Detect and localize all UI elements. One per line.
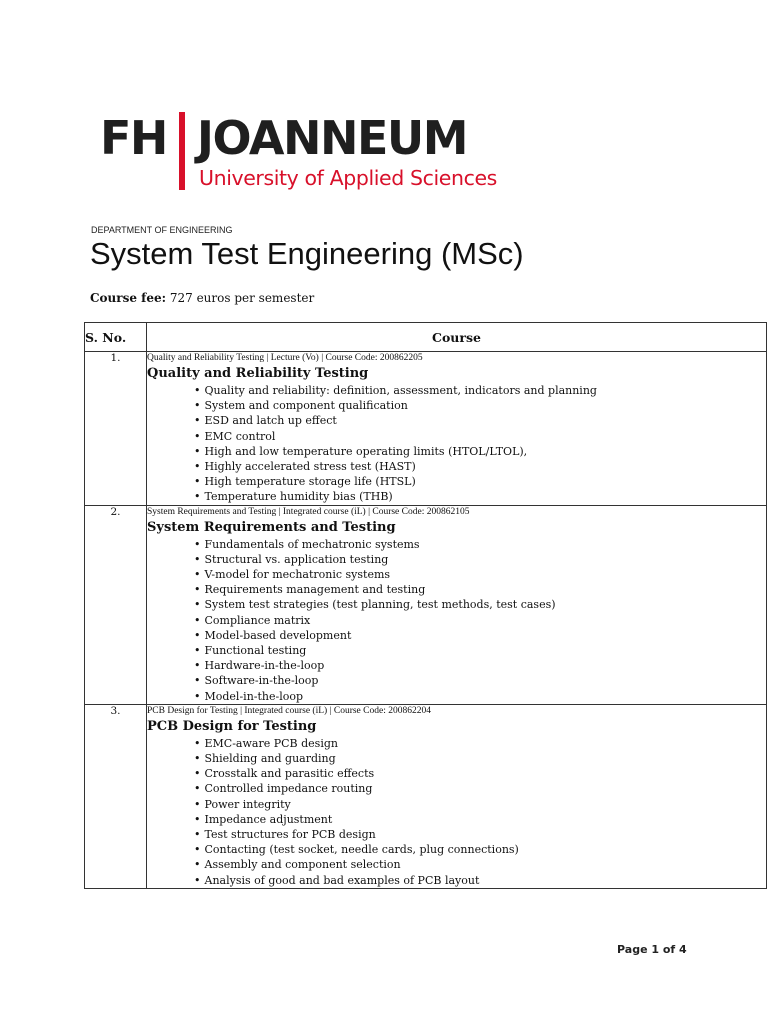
list-item: • Impedance adjustment bbox=[194, 812, 766, 827]
list-item: • Temperature humidity bias (THB) bbox=[194, 489, 766, 504]
list-item: • ESD and latch up effect bbox=[194, 413, 766, 428]
list-item: • Controlled impedance routing bbox=[194, 781, 766, 796]
list-item: • Power integrity bbox=[194, 797, 766, 812]
list-item: • Shielding and guarding bbox=[194, 751, 766, 766]
header-sno: S. No. bbox=[85, 323, 147, 352]
course-name: Quality and Reliability Testing bbox=[147, 366, 369, 381]
list-item: • Functional testing bbox=[194, 643, 766, 658]
list-item: • Compliance matrix bbox=[194, 613, 766, 628]
header-course: Course bbox=[147, 323, 767, 352]
list-item: • Test structures for PCB design bbox=[194, 827, 766, 842]
list-item: • System test strategies (test planning, test methods, test cases) bbox=[194, 597, 766, 612]
page-number: Page 1 of 4 bbox=[617, 943, 687, 956]
list-item: • Requirements management and testing bbox=[194, 582, 766, 597]
logo-red-bar bbox=[179, 112, 185, 190]
table-header-row bbox=[85, 323, 767, 352]
row-number: 2. bbox=[85, 505, 147, 704]
course-name: System Requirements and Testing bbox=[147, 519, 396, 535]
row-number: 3. bbox=[85, 704, 147, 888]
list-item: • Hardware-in-the-loop bbox=[194, 658, 766, 673]
list-item: • Highly accelerated stress test (HAST) bbox=[194, 459, 766, 474]
table-row bbox=[85, 505, 767, 704]
topic-list bbox=[147, 537, 766, 704]
list-item: • Assembly and component selection bbox=[194, 857, 766, 872]
logo-tagline: University of Applied Sciences bbox=[199, 166, 497, 190]
list-item: • Quality and reliability: definition, assessment, indicators and planning bbox=[194, 383, 766, 398]
course-meta: PCB Design for Testing | Integrated course (iL) | Course Code: 200862204 bbox=[147, 705, 431, 716]
list-item: • Contacting (test socket, needle cards, plug connections) bbox=[194, 842, 766, 857]
course-cell bbox=[147, 704, 767, 888]
list-item: • Model-in-the-loop bbox=[194, 689, 766, 704]
table-row bbox=[85, 352, 767, 506]
list-item: • Analysis of good and bad examples of PCB layout bbox=[194, 873, 766, 888]
row-number: 1. bbox=[85, 352, 147, 506]
course-cell bbox=[147, 505, 767, 704]
course-meta: System Requirements and Testing | Integrated course (iL) | Course Code: 200862105 bbox=[147, 506, 470, 517]
list-item: • High and low temperature operating limits (HTOL/LTOL), bbox=[194, 444, 766, 459]
course-rows bbox=[85, 352, 767, 889]
page-title: System Test Engineering (MSc) bbox=[90, 236, 524, 271]
course-fee bbox=[90, 291, 314, 305]
table-row bbox=[85, 704, 767, 888]
course-fee-value: 727 euros per semester bbox=[169, 291, 315, 305]
course-fee-label: Course fee: bbox=[90, 291, 167, 305]
list-item: • Crosstalk and parasitic effects bbox=[194, 766, 766, 781]
list-item: • Structural vs. application testing bbox=[194, 552, 766, 567]
course-name: PCB Design for Testing bbox=[147, 718, 317, 734]
topic-list bbox=[147, 383, 766, 505]
list-item: • High temperature storage life (HTSL) bbox=[194, 474, 766, 489]
logo-fh-text: FH bbox=[100, 111, 167, 165]
topic-list bbox=[147, 736, 766, 888]
logo-joanneum-text: JOANNEUM bbox=[196, 111, 468, 165]
list-item: • EMC-aware PCB design bbox=[194, 736, 766, 751]
course-cell bbox=[147, 352, 767, 506]
list-item: • V-model for mechatronic systems bbox=[194, 567, 766, 582]
list-item: • System and component qualification bbox=[194, 398, 766, 413]
list-item: • Model-based development bbox=[194, 628, 766, 643]
department-label: DEPARTMENT OF ENGINEERING bbox=[91, 225, 233, 235]
course-table bbox=[84, 322, 767, 889]
list-item: • Software-in-the-loop bbox=[194, 673, 766, 688]
university-logo bbox=[100, 111, 497, 190]
course-meta: Quality and Reliability Testing | Lecture (Vo) | Course Code: 200862205 bbox=[147, 353, 423, 363]
list-item: • EMC control bbox=[194, 429, 766, 444]
list-item: • Fundamentals of mechatronic systems bbox=[194, 537, 766, 552]
